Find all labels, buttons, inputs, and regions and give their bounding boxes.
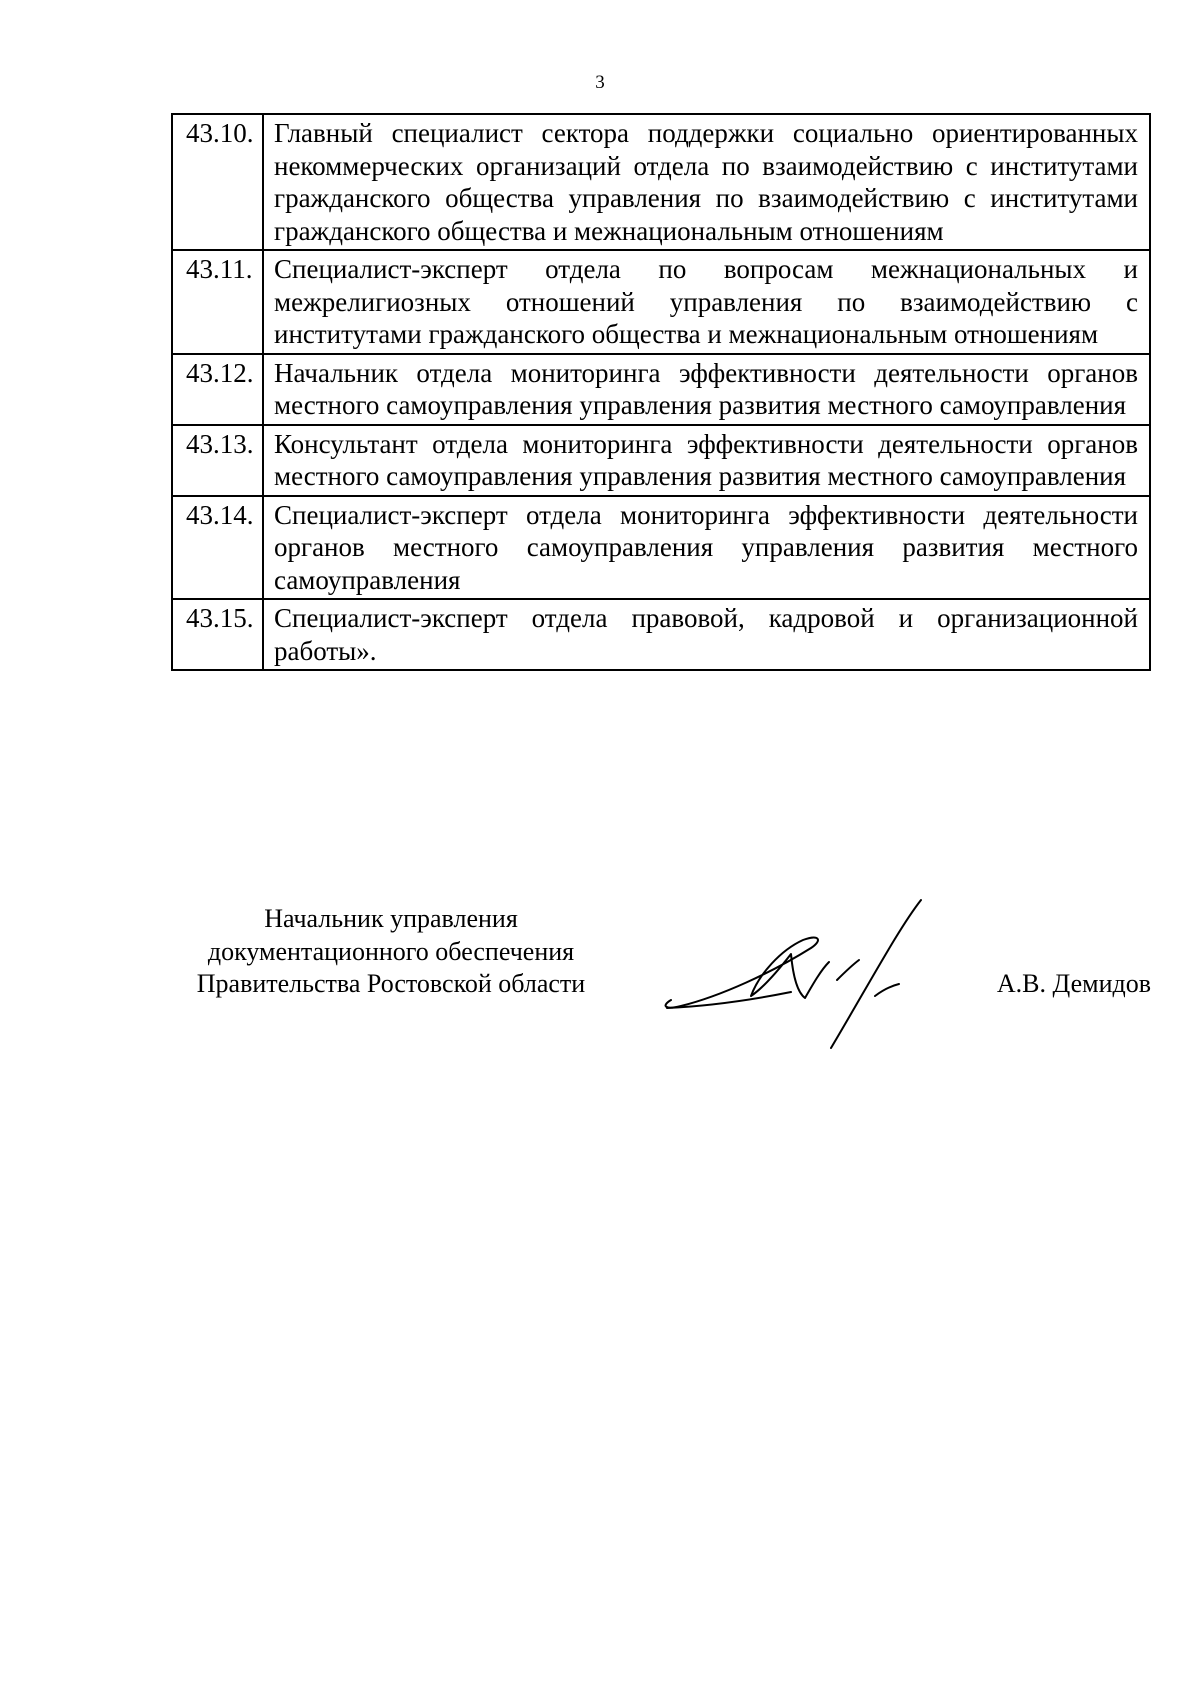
table-row [172,354,1150,425]
signer-title [171,903,611,1001]
signer-title-line: документационного обеспечения [207,936,575,966]
row-number: 43.14. [172,496,263,600]
table-row [172,599,1150,670]
table-row [172,496,1150,600]
row-position-text: Главный специалист сектора поддержки социально ориентированных некоммерческих организаций отдела по взаимодействию с институтами гражданского общества управления по взаимодействию с институтами гражданского общества и межнациональным отношениям [263,114,1150,250]
row-position-text: Специалист-эксперт отдела правовой, кадровой и организационной работы». [263,599,1150,670]
page-number: 3 [595,72,605,93]
row-position-text: Начальник отдела мониторинга эффективности деятельности органов местного самоуправления управления развития местного самоуправления [263,354,1150,425]
table-row [172,250,1150,354]
row-number: 43.11. [172,250,263,354]
signer-title-line: Правительства Ростовской области [196,969,586,998]
table-row [172,114,1150,250]
handwritten-signature [651,888,951,1058]
row-number: 43.12. [172,354,263,425]
signature-block [171,903,1151,1053]
row-number: 43.10. [172,114,263,250]
row-position-text: Специалист-эксперт отдела мониторинга эффективности деятельности органов местного самоуправления управления развития местного самоуправления [263,496,1150,600]
row-position-text: Консультант отдела мониторинга эффективности деятельности органов местного самоуправления управления развития местного самоуправления [263,425,1150,496]
signer-title-line: Начальник управления [264,904,518,933]
positions-table [171,113,1151,671]
row-position-text: Специалист-эксперт отдела по вопросам межнациональных и межрелигиозных отношений управления по взаимодействию с институтами гражданского общества и межнациональным отношениям [263,250,1150,354]
row-number: 43.15. [172,599,263,670]
table-row [172,425,1150,496]
row-number: 43.13. [172,425,263,496]
signer-name: А.В. Демидов [996,969,1151,998]
